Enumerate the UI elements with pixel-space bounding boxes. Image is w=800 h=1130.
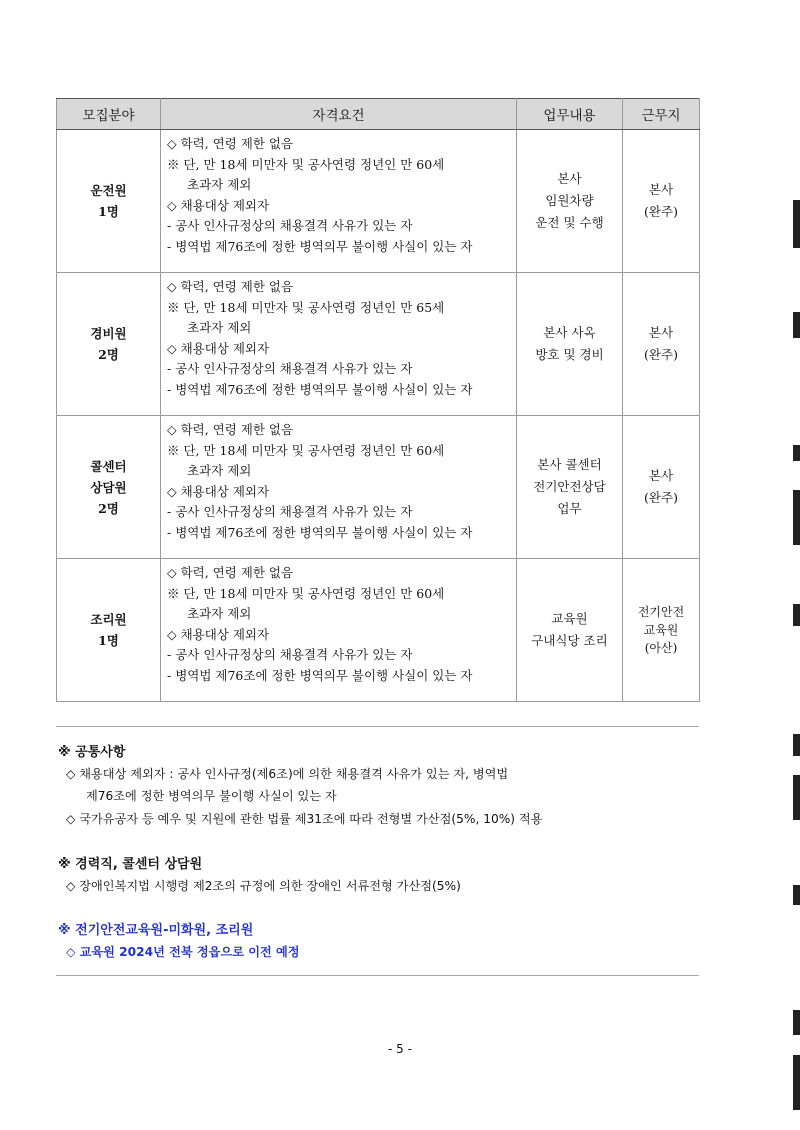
duty-line: 업무 — [557, 501, 582, 516]
requirements-cell — [161, 273, 517, 416]
field-name: 조리원 — [90, 612, 127, 627]
table-header-row — [57, 99, 700, 130]
field-count: 2명 — [98, 500, 119, 516]
scan-edge-mark — [793, 1010, 800, 1035]
location-cell — [623, 416, 700, 559]
field-name: 콜센터 — [90, 458, 127, 474]
duty-line: 본사 — [557, 171, 582, 186]
duty-cell — [517, 130, 623, 273]
duty-cell — [517, 273, 623, 416]
req-line: 초과자 제외 — [187, 177, 252, 192]
duty-line: 운전 및 수행 — [535, 215, 604, 230]
field-name: 상담원 — [90, 479, 127, 495]
req-line: 초과자 제외 — [187, 606, 252, 621]
training-note-line: ◇ 교육원 2024년 전북 정읍으로 이전 예정 — [66, 945, 300, 959]
location-cell — [623, 559, 700, 702]
req-line: - 공사 인사규정상의 채용결격 사유가 있는 자 — [167, 218, 413, 233]
duty-line: 전기안전상담 — [533, 479, 606, 494]
scan-edge-mark — [793, 604, 800, 626]
table-row — [57, 273, 700, 416]
field-cell — [57, 559, 161, 702]
recruitment-table — [56, 98, 700, 702]
career-notes-title: ※ 경력직, 콜센터 상담원 — [58, 857, 203, 872]
req-line: - 공사 인사규정상의 채용결격 사유가 있는 자 — [167, 361, 413, 376]
location-line: 전기안전 — [637, 605, 685, 619]
field-count: 1명 — [98, 633, 119, 648]
page-number: - 5 - — [388, 1042, 412, 1056]
location-line: (완주) — [644, 204, 678, 219]
req-line: - 병역법 제76조에 정한 병역의무 불이행 사실이 있는 자 — [167, 524, 473, 540]
duty-line: 본사 사옥 — [543, 325, 596, 340]
duty-cell — [517, 559, 623, 702]
duty-line: 교육원 — [551, 611, 588, 626]
scan-edge-mark — [793, 1055, 800, 1110]
location-line: 본사 — [648, 468, 674, 483]
requirements-cell — [161, 130, 517, 273]
duty-cell — [517, 416, 623, 559]
common-note-line: ◇ 국가유공자 등 예우 및 지원에 관한 법률 제31조에 따라 전형별 가산점(5%, 10%) 적용 — [66, 812, 543, 826]
scan-edge-mark — [793, 445, 800, 461]
field-cell — [57, 130, 161, 273]
common-note-line: ◇ 채용대상 제외자 : 공사 인사규정(제6조)에 의한 채용결격 사유가 있는 자, 병역법 — [66, 767, 509, 781]
location-line: 본사 — [648, 182, 674, 197]
req-line: ◇ 학력, 연령 제한 없음 — [167, 279, 294, 294]
req-line: ◇ 채용대상 제외자 — [167, 483, 270, 499]
req-line: - 공사 인사규정상의 채용결격 사유가 있는 자 — [167, 504, 413, 519]
location-cell — [623, 130, 700, 273]
duty-line: 본사 콜센터 — [537, 457, 602, 472]
field-name: 경비원 — [90, 326, 127, 341]
duty-line: 구내식당 조리 — [531, 633, 608, 648]
header-location: 근무지 — [623, 99, 700, 130]
req-line: - 공사 인사규정상의 채용결격 사유가 있는 자 — [167, 647, 413, 662]
location-line: 본사 — [648, 325, 674, 340]
scan-edge-mark — [793, 734, 800, 756]
field-name: 운전원 — [90, 183, 127, 198]
duty-line: 방호 및 경비 — [535, 347, 604, 362]
common-note-line: 제76조에 정한 병역의무 불이행 사실이 있는 자 — [86, 789, 337, 803]
req-line: ◇ 학력, 연령 제한 없음 — [167, 565, 294, 580]
req-line: ◇ 학력, 연령 제한 없음 — [167, 136, 294, 151]
requirements-cell — [161, 559, 517, 702]
header-requirements: 자격요건 — [161, 99, 517, 130]
field-cell — [57, 416, 161, 559]
table-row — [57, 416, 700, 559]
requirements-cell — [161, 416, 517, 559]
req-line: - 병역법 제76조에 정한 병역의무 불이행 사실이 있는 자 — [167, 667, 473, 683]
location-cell — [623, 273, 700, 416]
field-count: 2명 — [98, 347, 119, 362]
location-line: (완주) — [644, 347, 678, 362]
duty-line: 임원차량 — [545, 193, 594, 208]
req-line: 초과자 제외 — [187, 320, 252, 335]
header-duty: 업무내용 — [517, 99, 623, 130]
req-line: 초과자 제외 — [187, 463, 252, 478]
req-line: ※ 단, 만 18세 미만자 및 공사연령 정년인 만 60세 — [167, 156, 445, 172]
req-line: ※ 단, 만 18세 미만자 및 공사연령 정년인 만 60세 — [167, 585, 445, 601]
notes-section — [56, 726, 699, 976]
field-cell — [57, 273, 161, 416]
scan-edge-mark — [793, 200, 800, 248]
table-row — [57, 130, 700, 273]
req-line: - 병역법 제76조에 정한 병역의무 불이행 사실이 있는 자 — [167, 381, 473, 397]
location-line: 교육원 — [643, 623, 679, 637]
location-line: (완주) — [644, 490, 678, 505]
req-line: ◇ 학력, 연령 제한 없음 — [167, 422, 294, 437]
req-line: ※ 단, 만 18세 미만자 및 공사연령 정년인 만 60세 — [167, 442, 445, 458]
table-row — [57, 559, 700, 702]
req-line: ◇ 채용대상 제외자 — [167, 626, 270, 642]
scan-edge-mark — [793, 312, 800, 338]
req-line: ◇ 채용대상 제외자 — [167, 197, 270, 213]
scan-edge-mark — [793, 775, 800, 820]
req-line: ※ 단, 만 18세 미만자 및 공사연령 정년인 만 65세 — [167, 299, 445, 315]
training-notes-title: ※ 전기안전교육원-미화원, 조리원 — [58, 923, 254, 938]
scan-edge-mark — [793, 885, 800, 905]
req-line: - 병역법 제76조에 정한 병역의무 불이행 사실이 있는 자 — [167, 238, 473, 254]
career-note-line: ◇ 장애인복지법 시행령 제2조의 규정에 의한 장애인 서류전형 가산점(5%) — [66, 879, 461, 893]
field-count: 1명 — [98, 204, 119, 219]
scan-edge-mark — [793, 490, 800, 545]
location-line: (아산) — [644, 641, 678, 655]
req-line: ◇ 채용대상 제외자 — [167, 340, 270, 356]
header-field: 모집분야 — [57, 99, 161, 130]
common-notes-title: ※ 공통사항 — [58, 745, 126, 760]
